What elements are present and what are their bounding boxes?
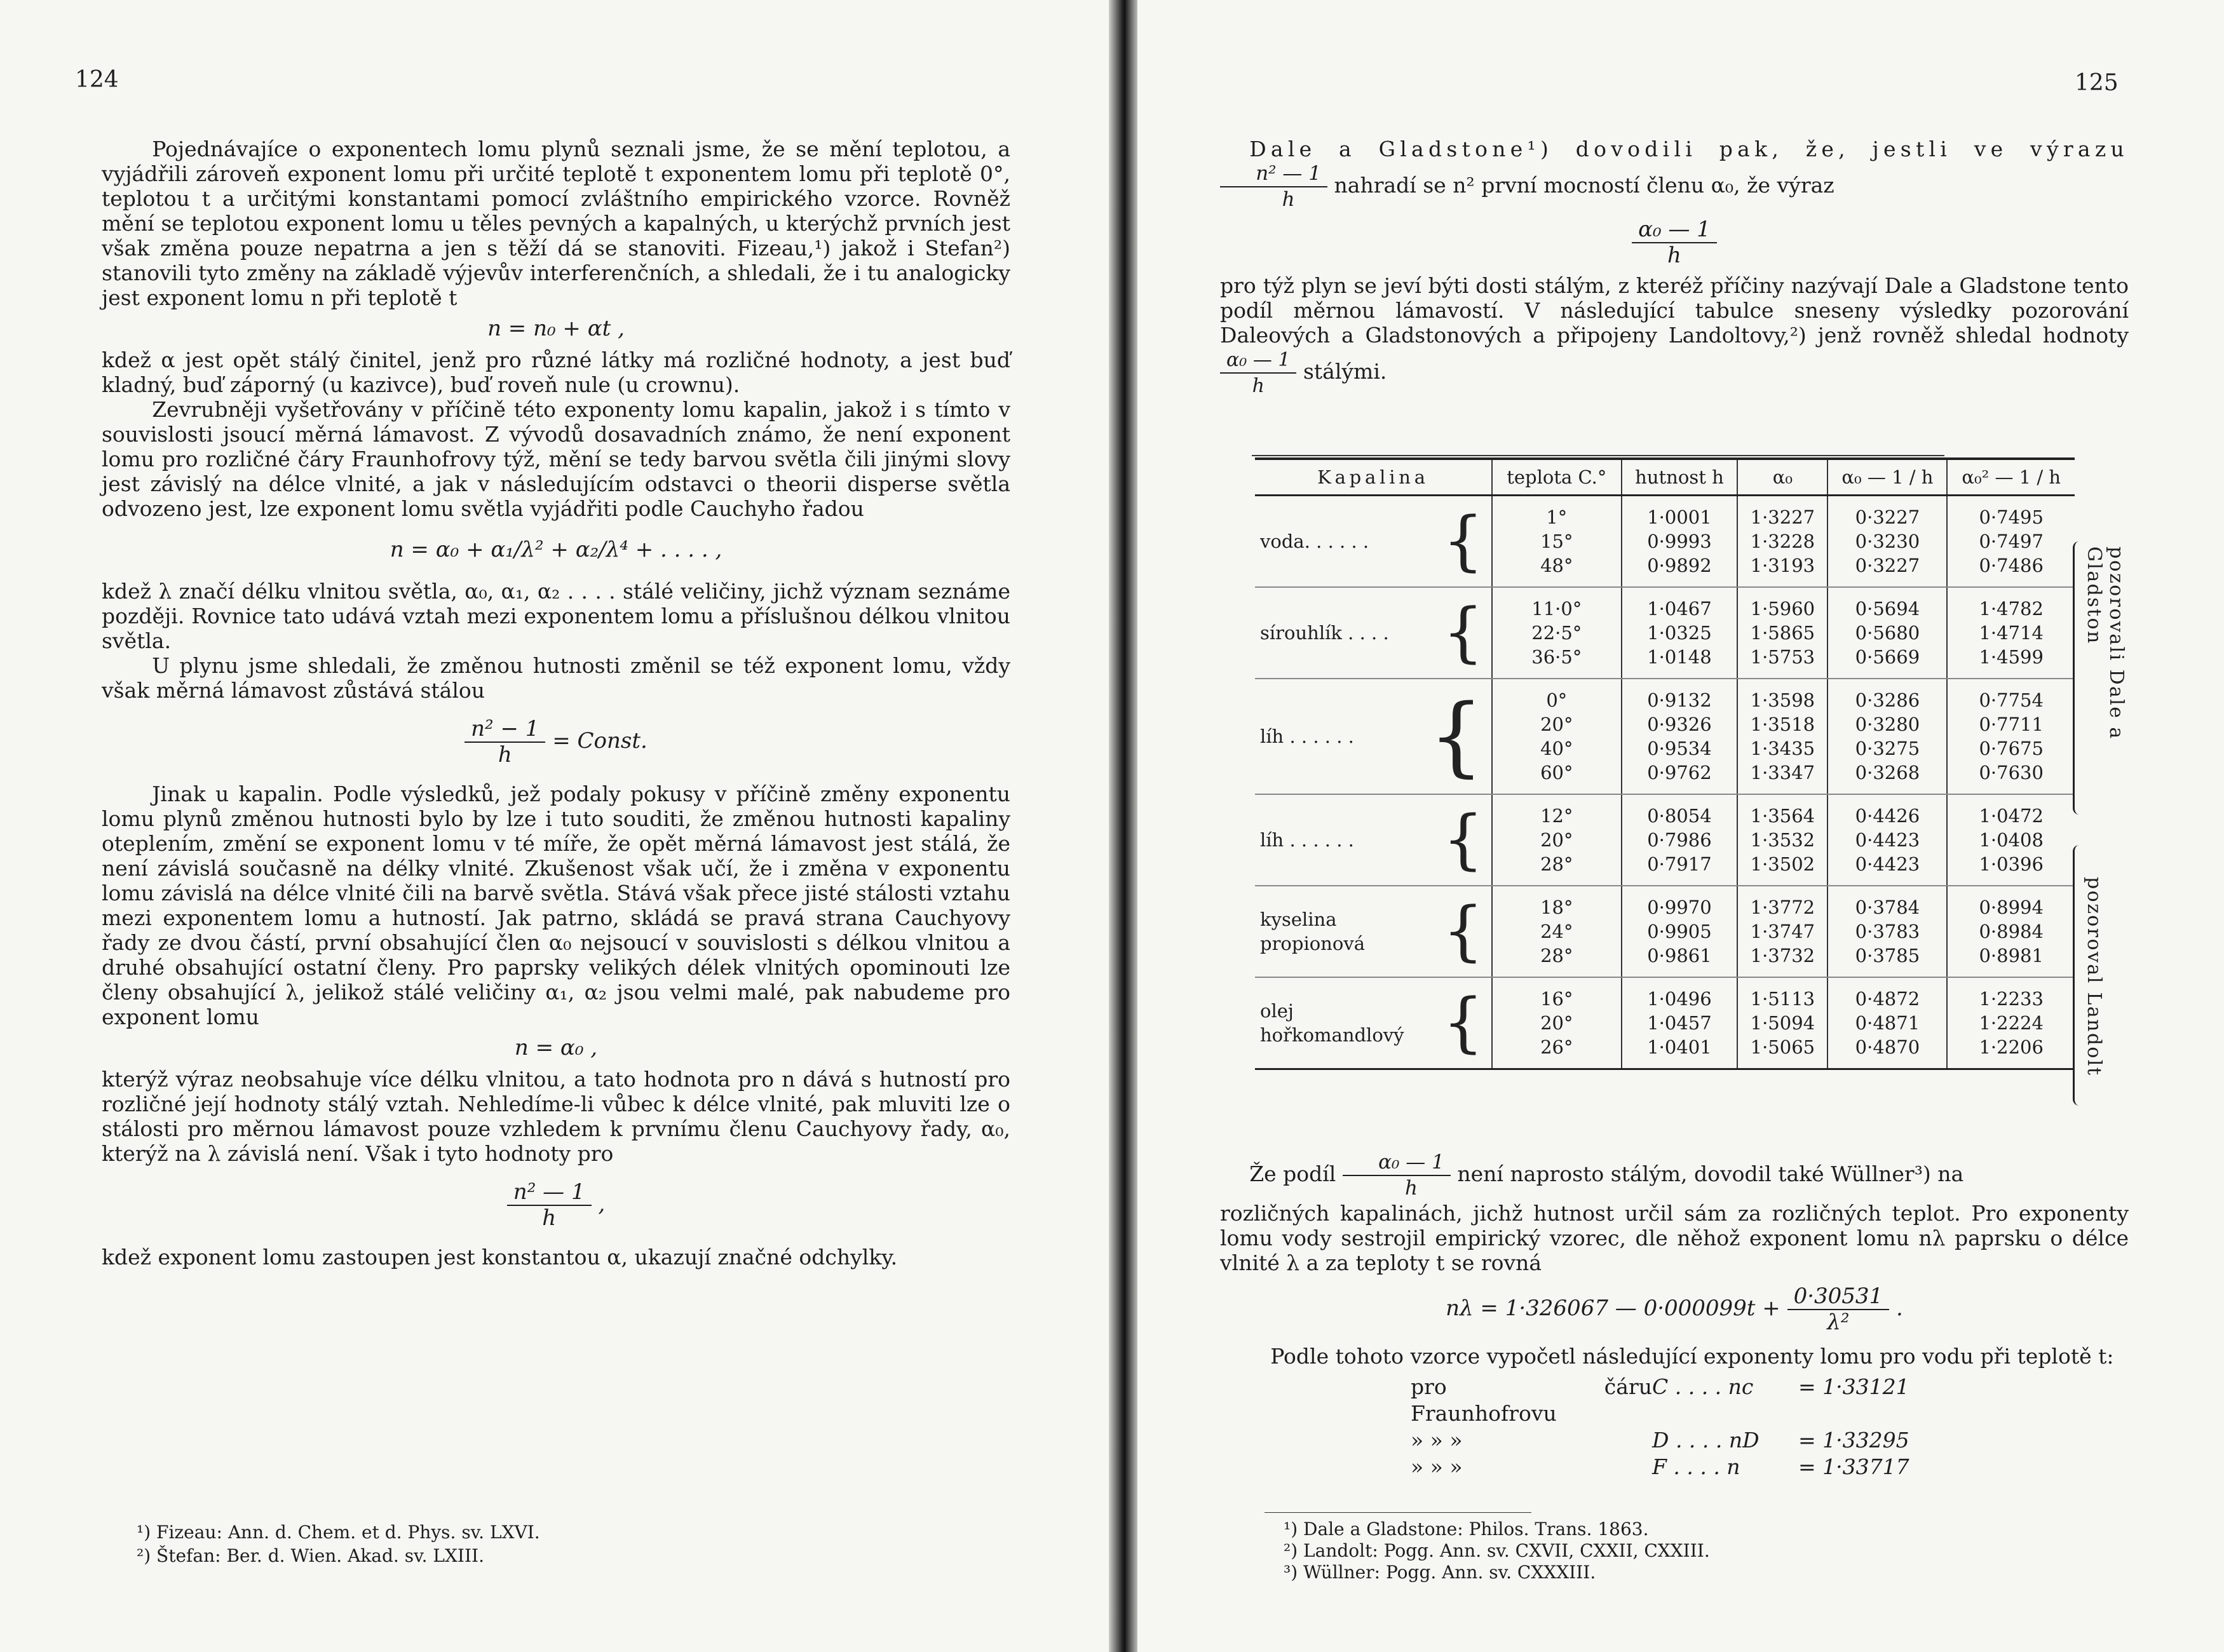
substance-cell xyxy=(1255,886,1492,977)
value-cell xyxy=(1492,886,1622,977)
fraction: $\frac{\text{n² — 1}}{h}$ xyxy=(507,1180,592,1231)
fraction: $\frac{\text{n² − 1}}{h}$ xyxy=(464,717,545,768)
fraunhofer-label: » » » xyxy=(1411,1454,1463,1479)
fraunhofer-value: = 1·33717 xyxy=(1798,1454,1909,1479)
cell-value: 1·3747 xyxy=(1750,921,1815,942)
footnote-1: ¹) Fizeau: Ann. d. Chem. et d. Phys. sv. LXVI. xyxy=(137,1522,540,1543)
column-header: α₀² — 1 / h xyxy=(1947,459,2075,496)
cell-value: 1·5065 xyxy=(1750,1036,1815,1058)
value-cell xyxy=(1737,794,1827,886)
cell-value: 0·9534 xyxy=(1647,738,1712,759)
formula-alpha0: n = α₀ , xyxy=(514,1035,598,1060)
cell-value: 1·0467 xyxy=(1647,598,1712,620)
paragraph: Podle tohoto vzorce vypočetl následující exponenty lomu pro vodu při teplotě t: xyxy=(1270,1344,2114,1369)
value-cell xyxy=(1492,587,1622,679)
fraction: $\frac{\text{n² — 1}}{h}$ xyxy=(1220,161,1327,212)
fraunhofer-row xyxy=(1411,1374,2129,1427)
cell-value: 1·3598 xyxy=(1750,689,1815,711)
substance-name: sírouhlík . . . . xyxy=(1260,622,1389,644)
cell-value: 0° xyxy=(1546,689,1568,711)
table-row xyxy=(1255,679,2075,794)
cell-value: 1·5113 xyxy=(1750,988,1815,1010)
cell-value: 15° xyxy=(1540,531,1573,552)
cell-value: 1·0148 xyxy=(1647,646,1712,668)
cell-value: 11·0° xyxy=(1531,598,1582,620)
cell-value: 0·7986 xyxy=(1647,829,1712,851)
cell-value: 1·2224 xyxy=(1979,1012,2044,1034)
cell-value: 0·3268 xyxy=(1855,762,1920,783)
cell-value: 1·4714 xyxy=(1979,622,2044,644)
paragraph: Zevrubněji vyšetřovány v příčině této exponenty lomu kapalin, jakož i s tímto v souvislosti jsoucí měrná lámavost. Z vývodů dosavadních známo, že není exponent lomu pro rozličné čáry Fraunhofrovy týž, mění se tedy barvou světla čili jinými slovy jest závislý na délce vlnité, a jak v následujícím odstavci o theorii disperse světla odvozeno jest, lze exponent lomu světla vyjádřiti podle Cauchyho řadou xyxy=(102,397,1010,521)
cell-value: 1·0325 xyxy=(1647,622,1712,644)
cell-value: 1·5094 xyxy=(1750,1012,1815,1034)
fraunhofer-value: = 1·33295 xyxy=(1798,1428,1909,1452)
table-row xyxy=(1255,886,2075,977)
fraunhofer-row xyxy=(1411,1427,2129,1454)
cell-value: 0·5680 xyxy=(1855,622,1920,644)
cell-value: 1·5960 xyxy=(1750,598,1815,620)
cell-value: 1·3532 xyxy=(1750,829,1815,851)
cell-value: 1·3564 xyxy=(1750,805,1815,827)
paragraph: rozličných kapalinách, jichž hutnost určil sám za rozličných teplot. Pro exponenty lomu vody sestrojil empirický vzorec, dle něhož exponent lomu nλ paprsku o délce vlnité λ a za teploty t se rovná xyxy=(1220,1201,2129,1275)
value-cell xyxy=(1622,496,1738,588)
cell-value: 28° xyxy=(1540,945,1573,966)
column-header: α₀ — 1 / h xyxy=(1827,459,1947,496)
cell-value: 22·5° xyxy=(1531,622,1582,644)
footnote-3: ³) Wüllner: Pogg. Ann. sv. CXXXIII. xyxy=(1284,1562,1596,1583)
formula-const: $\frac{\text{n² − 1}}{h}$ = Const. xyxy=(102,717,1010,768)
substance-name: voda. . . . . . xyxy=(1260,531,1369,552)
cell-value: 0·8054 xyxy=(1647,805,1712,827)
substance-cell xyxy=(1255,679,1492,794)
page-number-right: 125 xyxy=(2075,70,2119,96)
cell-value: 1·0408 xyxy=(1979,829,2044,851)
formula-wullner: nλ = 1·326067 — 0·000099t + $\frac{0\cdot 30531}{\text{λ²}}$ . xyxy=(1446,1283,1903,1335)
source-label-landolt: pozoroval Landolt xyxy=(2083,877,2105,1077)
book-gutter xyxy=(1109,0,1137,1652)
cell-value: 0·9905 xyxy=(1647,921,1712,942)
value-cell xyxy=(1737,977,1827,1069)
cell-value: 48° xyxy=(1540,555,1573,576)
value-cell xyxy=(1737,587,1827,679)
cell-value: 1·0496 xyxy=(1647,988,1712,1010)
cell-value: 0·7711 xyxy=(1979,714,2044,735)
footnote-2: ²) Štefan: Ber. d. Wien. Akad. sv. LXIII. xyxy=(137,1545,484,1566)
fraunhofer-row xyxy=(1411,1454,2129,1480)
paragraph: kdež exponent lomu zastoupen jest konstantou α, ukazují značné odchylky. xyxy=(102,1245,898,1269)
value-cell xyxy=(1947,977,2075,1069)
paragraph: kterýž výraz neobsahuje více délku vlnitou, a tato hodnota pro n dává s hutností pro rozličné její hodnoty stálý vztah. Nehledíme-li vůbec k délce vlnité, pak mluviti lze o stálosti pro měrnou lámavost pouze vzhledem k prvnímu členu Cauchyovy řady, α₀, kterýž na λ závislá není. Však i tyto hodnoty pro xyxy=(102,1067,1010,1166)
value-cell xyxy=(1492,794,1622,886)
cell-value: 1·4599 xyxy=(1979,646,2044,668)
cell-value: 1·3227 xyxy=(1750,506,1815,528)
cell-value: 0·9326 xyxy=(1647,714,1712,735)
table-body xyxy=(1255,496,2075,1069)
cell-value: 0·3286 xyxy=(1855,689,1920,711)
page-number-left: 124 xyxy=(75,67,119,93)
substance-cell xyxy=(1255,496,1492,588)
paragraph: Pojednávajíce o exponentech lomu plynů seznali jsme, že se mění teplotou, a vyjádřili zároveň exponent lomu při určité teplotě t exponentem lomu při teplotě 0°, teplotou t a určitými konstantami pomocí zvláštního empirického vzorce. Rovněž mění se teplotou exponent lomu u těles pevných a kapalných, u kterýchž prvních jest však změna pouze nepatrna a jen s těží dá se stanoviti. Fizeau,¹) jakož i Stefan²) stanovili tyto změny na základě výjevův interferenčních, a shledali, že i tu analogicky jest exponent lomu n při teplotě t xyxy=(102,137,1010,310)
cell-value: 36·5° xyxy=(1531,646,1582,668)
paragraph: pro týž plyn se jeví býti dosti stálým, z kteréž příčiny nazývají Dale a Gladstone tento podíl měrnou lámavostí. V následující tabulce sneseny výsledky pozorování Daleových a Gladstonových a připojeny Landoltovy,²) jenž rovněž shledal hodnoty $\frac{\text{α₀ — 1}}{h}$ stálými. xyxy=(1220,273,2129,397)
cell-value: 1·3502 xyxy=(1750,853,1815,875)
table-header-row xyxy=(1255,459,2075,496)
fraunhofer-line: D . . . . nD xyxy=(1652,1428,1760,1452)
fraunhofer-line: C . . . . nc xyxy=(1652,1374,1754,1399)
substance-cell xyxy=(1255,794,1492,886)
cell-value: 0·9132 xyxy=(1647,689,1712,711)
footnote-rule xyxy=(1265,1512,1531,1513)
source-label-dale: pozorovali Dale a Gladston xyxy=(2083,546,2127,740)
cell-value: 20° xyxy=(1540,829,1573,851)
paragraph: kdež λ značí délku vlnitou světla, α₀, α₁, α₂ . . . . stálé veličiny, jichž význam seznáme později. Rovnice tato udává vztah mezi exponentem lomu a příslušnou délkou vlnitou světla. xyxy=(102,579,1010,653)
cell-value: 20° xyxy=(1540,714,1573,735)
cell-value: 1·5753 xyxy=(1750,646,1815,668)
cell-value: 0·3275 xyxy=(1855,738,1920,759)
value-cell xyxy=(1827,977,1947,1069)
cell-value: 1·0401 xyxy=(1647,1036,1712,1058)
column-header: teplota C.° xyxy=(1492,459,1622,496)
cell-value: 26° xyxy=(1540,1036,1573,1058)
cell-value: 20° xyxy=(1540,1012,1573,1034)
value-cell xyxy=(1622,679,1738,794)
fraction: $\frac{\text{α₀ — 1}}{h}$ xyxy=(1220,348,1296,398)
cell-value: 1·2233 xyxy=(1979,988,2044,1010)
value-cell xyxy=(1827,587,1947,679)
brace-mark: { xyxy=(1442,893,1484,969)
cell-value: 0·9993 xyxy=(1647,531,1712,552)
formula-cauchy: n = α₀ + α₁/λ² + α₂/λ⁴ + . . . . , xyxy=(390,537,722,562)
fraunhofer-line: F . . . . n xyxy=(1652,1454,1740,1479)
cell-value: 1·0457 xyxy=(1647,1012,1712,1034)
cell-value: 0·7486 xyxy=(1979,555,2044,576)
value-cell xyxy=(1492,679,1622,794)
value-cell xyxy=(1947,794,2075,886)
cell-value: 0·7497 xyxy=(1979,531,2044,552)
value-cell xyxy=(1827,496,1947,588)
column-header: α₀ xyxy=(1737,459,1827,496)
brace-mark: { xyxy=(1428,686,1484,787)
value-cell xyxy=(1492,977,1622,1069)
footnote-1: ¹) Dale a Gladstone: Philos. Trans. 1863. xyxy=(1284,1519,1649,1540)
cell-value: 12° xyxy=(1540,805,1573,827)
fraction: $\frac{\text{α₀ — 1}}{h}$ xyxy=(1343,1150,1451,1201)
column-header: Kapalina xyxy=(1255,459,1492,496)
cell-value: 0·4423 xyxy=(1855,853,1920,875)
cell-value: 1·0472 xyxy=(1979,805,2044,827)
formula-ratio xyxy=(1220,217,2129,268)
brace-mark: { xyxy=(1442,802,1484,877)
cell-value: 0·4870 xyxy=(1855,1036,1920,1058)
paragraph: Že podíl $\frac{\text{α₀ — 1}}{h}$ není naprosto stálým, dovodil také Wüllner³) na xyxy=(1249,1151,1964,1200)
source-brace xyxy=(2073,845,2082,1106)
value-cell xyxy=(1622,794,1738,886)
substance-cell xyxy=(1255,977,1492,1069)
cell-value: 0·3230 xyxy=(1855,531,1920,552)
brace-mark: { xyxy=(1442,595,1484,670)
value-cell xyxy=(1622,587,1738,679)
table-row xyxy=(1255,794,2075,886)
cell-value: 0·4423 xyxy=(1855,829,1920,851)
value-cell xyxy=(1827,794,1947,886)
cell-value: 1·2206 xyxy=(1979,1036,2044,1058)
value-cell xyxy=(1622,977,1738,1069)
left-body xyxy=(102,137,1010,1269)
cell-value: 18° xyxy=(1540,897,1573,918)
cell-value: 1·0396 xyxy=(1979,853,2044,875)
cell-value: 0·7917 xyxy=(1647,853,1712,875)
cell-value: 0·3227 xyxy=(1855,506,1920,528)
cell-value: 0·4426 xyxy=(1855,805,1920,827)
table-row xyxy=(1255,977,2075,1069)
value-cell xyxy=(1492,496,1622,588)
left-page xyxy=(0,0,1109,1652)
cell-value: 1·5865 xyxy=(1750,622,1815,644)
fraunhofer-value: = 1·33121 xyxy=(1798,1374,1909,1399)
table-row xyxy=(1255,496,2075,588)
cell-value: 0·9762 xyxy=(1647,762,1712,783)
substance-name: olej hořkomandlový xyxy=(1260,1000,1404,1046)
fraunhofer-list xyxy=(1411,1374,2129,1480)
cell-value: 0·3785 xyxy=(1855,945,1920,966)
right-body-lower xyxy=(1220,1150,2129,1480)
cell-value: 1·0001 xyxy=(1647,506,1712,528)
cell-value: 0·5669 xyxy=(1855,646,1920,668)
cell-value: 0·3784 xyxy=(1855,897,1920,918)
cell-value: 0·9861 xyxy=(1647,945,1712,966)
cell-value: 0·9970 xyxy=(1647,897,1712,918)
paragraph: Jinak u kapalin. Podle výsledků, jež podaly pokusy v příčině změny exponentu lomu plynů změnou hutnosti bylo by lze i tuto souditi, že změnou hutnosti kapaliny oteplením, změní se exponent lomu v té míře, že opět měrná lámavost jest stálá, že není závislá současně na délky vlnité. Zkušenost však učí, že i změna v exponentu lomu závislá na délce vlnité čili na barvě světla. Stává však přece jisté stálosti vztahu mezi exponentem lomu a hutností. Jak patrno, skládá se pravá strana Cauchyovy řady ze dvou částí, první obsahující člen α₀ nejsoucí v souvislosti s délkou vlnitou a druhé obsahující ostatní členy. Pro paprsky velikých délek vlnitých opominouti lze členy obsahující λ, jelikož stálé veličiny α₁, α₂ jsou velmi malé, pak nabudeme pro exponent lomu xyxy=(102,782,1010,1029)
substance-cell xyxy=(1255,587,1492,679)
paragraph: kdež α jest opět stálý činitel, jenž pro různé látky má rozličné hodnoty, a jest buď kladný, buď záporný (u kazivce), buď roveň nule (u crownu). xyxy=(102,348,1010,397)
cell-value: 0·5694 xyxy=(1855,598,1920,620)
cell-value: 1·3347 xyxy=(1750,762,1815,783)
cell-value: 0·3280 xyxy=(1855,714,1920,735)
value-cell xyxy=(1947,587,2075,679)
value-cell xyxy=(1947,496,2075,588)
table-row xyxy=(1255,587,2075,679)
brace-mark: { xyxy=(1442,985,1484,1060)
cell-value: 0·7675 xyxy=(1979,738,2044,759)
cell-value: 40° xyxy=(1540,738,1573,759)
cell-value: 1·3228 xyxy=(1750,531,1815,552)
cell-value: 1·3732 xyxy=(1750,945,1815,966)
cell-value: 1·3772 xyxy=(1750,897,1815,918)
cell-value: 1·4782 xyxy=(1979,598,2044,620)
cell-value: 0·3783 xyxy=(1855,921,1920,942)
substance-name: líh . . . . . . xyxy=(1260,829,1354,851)
cell-value: 0·7495 xyxy=(1979,506,2044,528)
footnote-2: ²) Landolt: Pogg. Ann. sv. CXVII, CXXII, CXXIII. xyxy=(1284,1540,1710,1561)
right-intro xyxy=(1220,137,2129,398)
value-cell xyxy=(1737,886,1827,977)
fraction: $\frac{0\cdot 30531}{\text{λ²}}$ xyxy=(1787,1284,1890,1335)
table-top-rule xyxy=(1252,455,1944,456)
substance-name: líh . . . . . . xyxy=(1260,726,1354,747)
cell-value: 16° xyxy=(1540,988,1573,1010)
brace-mark: { xyxy=(1442,503,1484,579)
substance-name: kyselina propionová xyxy=(1260,909,1365,954)
value-cell xyxy=(1827,886,1947,977)
formula-temperature: n = n₀ + αt , xyxy=(487,316,625,341)
paragraph: Dale a Gladstone¹) dovodili pak, že, jestli ve výrazu $\frac{\text{n² — 1}}{h}$ nahradí se n² první mocností členu α₀, že výraz xyxy=(1220,137,2129,212)
cell-value: 0·3227 xyxy=(1855,555,1920,576)
cell-value: 28° xyxy=(1540,853,1573,875)
fraunhofer-label: » » » xyxy=(1411,1428,1463,1452)
cell-value: 24° xyxy=(1540,921,1573,942)
cell-value: 0·4872 xyxy=(1855,988,1920,1010)
cell-value: 1·3435 xyxy=(1750,738,1815,759)
source-brace xyxy=(2073,541,2082,815)
value-cell xyxy=(1947,679,2075,794)
cell-value: 0·7630 xyxy=(1979,762,2044,783)
paragraph: U plynu jsme shledali, že změnou hutnosti změnil se též exponent lomu, vždy však měrná lámavost zůstává stálou xyxy=(102,653,1010,703)
fraunhofer-label: pro čáru Fraunhofrovu xyxy=(1411,1374,1652,1426)
fraction: $\frac{\text{α₀ — 1}}{h}$ xyxy=(1632,217,1717,268)
cell-value: 1° xyxy=(1546,506,1568,528)
value-cell xyxy=(1737,496,1827,588)
value-cell xyxy=(1827,679,1947,794)
column-header: hutnost h xyxy=(1622,459,1738,496)
cell-value: 1·3193 xyxy=(1750,555,1815,576)
value-cell xyxy=(1947,886,2075,977)
cell-value: 0·4871 xyxy=(1855,1012,1920,1034)
cell-value: 1·3518 xyxy=(1750,714,1815,735)
cell-value: 0·8994 xyxy=(1979,897,2044,918)
refraction-table xyxy=(1255,457,2075,1070)
formula-specific: $\frac{\text{n² — 1}}{h}$ , xyxy=(102,1180,1010,1231)
value-cell xyxy=(1622,886,1738,977)
cell-value: 60° xyxy=(1540,762,1573,783)
cell-value: 0·7754 xyxy=(1979,689,2044,711)
cell-value: 0·8984 xyxy=(1979,921,2044,942)
cell-value: 0·8981 xyxy=(1979,945,2044,966)
cell-value: 0·9892 xyxy=(1647,555,1712,576)
value-cell xyxy=(1737,679,1827,794)
